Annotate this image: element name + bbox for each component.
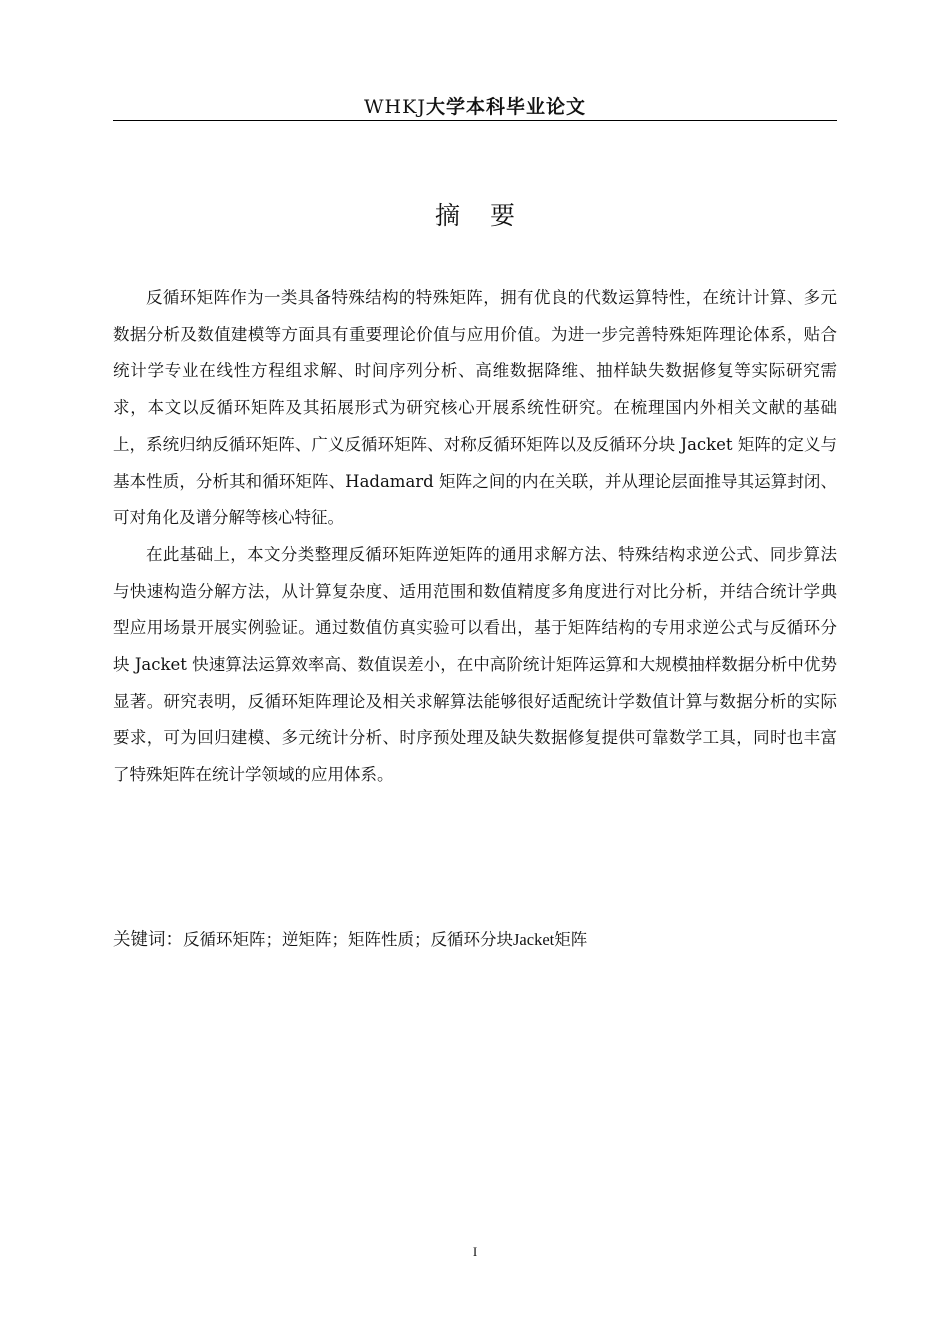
keywords-label: 关键词： <box>113 930 183 950</box>
keywords-text: 反循环矩阵；逆矩阵；矩阵性质；反循环分块Jacket矩阵 <box>183 930 588 949</box>
abstract-body <box>113 280 837 794</box>
abstract-heading: 摘要 <box>434 201 545 230</box>
running-header <box>113 94 837 120</box>
header-title: 大学本科毕业论文 <box>425 96 586 118</box>
abstract-paragraph: 反循环矩阵作为一类具备特殊结构的特殊矩阵，拥有优良的代数运算特性，在统计计算、多元数据分析及数值建模等方面具有重要理论价值与应用价值。为进一步完善特殊矩阵理论体系，贴合统计学专业在线性方程组求解、时间序列分析、高维数据降维、抽样缺失数据修复等实际研究需求，本文以反循环矩阵及其拓展形式为研究核心开展系统性研究。在梳理国内外相关文献的基础上，系统归纳反循环矩阵、广义反循环矩阵、对称反循环矩阵以及反循环分块 Jacket 矩阵的定义与基本性质，分析其和循环矩阵、Hadamard 矩阵之间的内在关联，并从理论层面推导其运算封闭、可对角化及谱分解等核心特征。 <box>113 288 837 528</box>
keywords <box>113 925 837 955</box>
page-number: I <box>472 1244 478 1259</box>
abstract-paragraph: 在此基础上，本文分类整理反循环矩阵逆矩阵的通用求解方法、特殊结构求逆公式、同步算法与快速构造分解方法，从计算复杂度、适用范围和数值精度多角度进行对比分析，并结合统计学典型应用场景开展实例验证。通过数值仿真实验可以看出，基于矩阵结构的专用求逆公式与反循环分块 Jacket 快速算法运算效率高、数值误差小，在中高阶统计矩阵运算和大规模抽样数据分析中优势显著。研究表明，反循环矩阵理论及相关求解算法能够很好适配统计学数值计算与数据分析的实际要求，可为回归建模、多元统计分析、时序预处理及缺失数据修复提供可靠数学工具，同时也丰富了特殊矩阵在统计学领域的应用体系。 <box>113 544 837 785</box>
header-org: WHKJ <box>364 96 426 118</box>
header-rule <box>113 120 837 121</box>
